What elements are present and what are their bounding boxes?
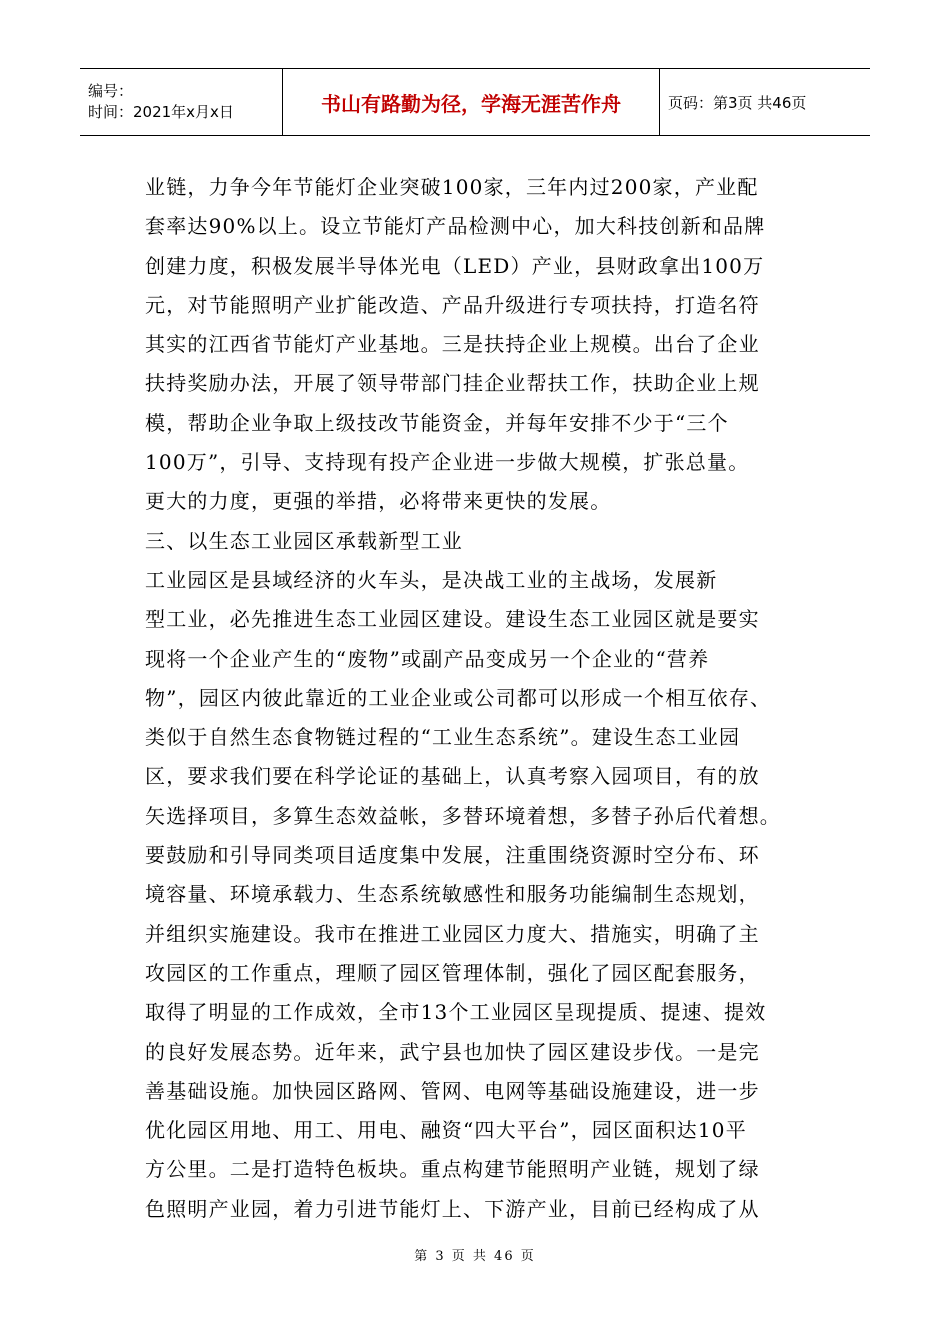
text-line: 创建力度，积极发展半导体光电（LED）产业，县财政拿出100万 [145,253,765,278]
text-line: 工业园区是县域经济的火车头，是决战工业的主战场，发展新 [145,567,718,592]
document-date: 时间：2021年x月x日 [88,103,234,121]
text-line: 物”，园区内彼此靠近的工业企业或公司都可以形成一个相互依存、 [145,685,772,710]
text-line: 套率达90%以上。设立节能灯产品检测中心，加大科技创新和品牌 [145,214,766,239]
text-line: 扶持奖励办法，开展了领导带部门挂企业帮扶工作，扶助企业上规 [145,371,760,396]
text-line: 善基础设施。加快园区路网、管网、电网等基础设施建设，进一步 [145,1078,760,1103]
body-text [145,168,807,1229]
text-line: 色照明产业园，着力引进节能灯上、下游产业，目前已经构成了从 [145,1196,760,1221]
header-meta [80,69,283,136]
text-line: 三、以生态工业园区承载新型工业 [145,528,463,553]
text-line: 型工业，必先推进生态工业园区建设。建设生态工业园区就是要实 [145,607,760,632]
text-line: 攻园区的工作重点，理顺了园区管理体制，强化了园区配套服务， [145,960,760,985]
text-line: 取得了明显的工作成效，全市13个工业园区呈现提质、提速、提效 [145,1000,767,1025]
text-line: 矢选择项目，多算生态效益帐，多替环境着想，多替子孙后代着想。 [145,803,781,828]
page-header [80,68,870,136]
text-line: 更大的力度，更强的举措，必将带来更快的发展。 [145,489,612,514]
text-line: 类似于自然生态食物链过程的“工业生态系统”。建设生态工业园 [145,725,741,750]
text-line: 的良好发展态势。近年来，武宁县也加快了园区建设步伐。一是完 [145,1039,760,1064]
text-line: 现将一个企业产生的“废物”或副产品变成另一个企业的“营养 [145,646,710,671]
text-line: 区，要求我们要在科学论证的基础上，认真考察入园项目，有的放 [145,764,760,789]
header-motto: 书山有路勤为径，学海无涯苦作舟 [283,69,660,136]
text-line: 100万”，引导、支持现有投产企业进一步做大规模，扩张总量。 [145,450,750,475]
text-line: 其实的江西省节能灯产业基地。三是扶持企业上规模。出台了企业 [145,332,760,357]
text-line: 境容量、环境承载力、生态系统敏感性和服务功能编制生态规划， [145,882,760,907]
document-number: 编号： [88,82,134,100]
text-line: 模，帮助企业争取上级技改节能资金，并每年安排不少于“三个 [145,410,729,435]
header-page-info: 页码：第3页 共46页 [660,69,871,136]
text-line: 并组织实施建设。我市在推进工业园区力度大、措施实，明确了主 [145,921,760,946]
page-footer: 第 3 页 共 46 页 [414,1249,536,1264]
text-line: 要鼓励和引导同类项目适度集中发展，注重围绕资源时空分布、环 [145,843,760,868]
text-line: 方公里。二是打造特色板块。重点构建节能照明产业链，规划了绿 [145,1157,760,1182]
text-line: 业链，力争今年节能灯企业突破100家，三年内过200家，产业配 [145,175,759,199]
text-line: 优化园区用地、用工、用电、融资“四大平台”，园区面积达10平 [145,1118,747,1143]
text-line: 元，对节能照明产业扩能改造、产品升级进行专项扶持，打造名符 [145,292,760,317]
